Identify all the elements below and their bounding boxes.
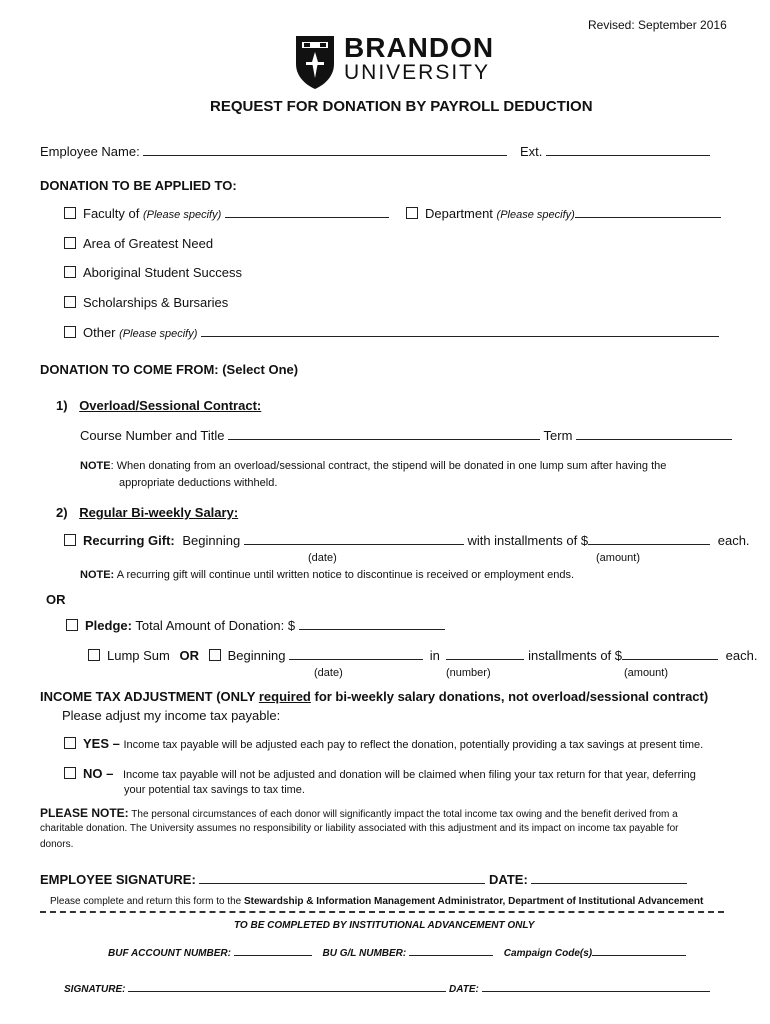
tax-no-option xyxy=(64,766,696,781)
return-instructions xyxy=(50,896,703,907)
office-accounts-row xyxy=(108,944,686,959)
please-note xyxy=(40,806,678,820)
other-field[interactable] xyxy=(201,325,719,337)
tax-yes-checkbox[interactable] xyxy=(64,737,76,749)
pledge-checkbox[interactable] xyxy=(66,619,78,631)
recurring-installments-label: with installments of $ xyxy=(467,533,589,548)
overload-note xyxy=(80,460,666,472)
form-title: REQUEST FOR DONATION BY PAYROLL DEDUCTION xyxy=(210,98,593,115)
cut-line xyxy=(40,911,724,913)
faculty-label: Faculty of xyxy=(83,206,140,221)
pledge-amount-field[interactable] xyxy=(299,618,445,630)
course-label: Course Number and Title xyxy=(80,428,225,443)
or-divider: OR xyxy=(46,592,66,607)
other-option xyxy=(64,325,719,340)
faculty-option xyxy=(64,206,389,221)
revised-date: Revised: September 2016 xyxy=(588,18,727,32)
recurring-amount-field[interactable] xyxy=(588,533,710,545)
logo-university: UNIVERSITY xyxy=(344,61,491,84)
campaign-label: Campaign Code(s) xyxy=(503,948,593,959)
tax-heading-a: INCOME TAX ADJUSTMENT (ONLY xyxy=(40,689,259,704)
course-row xyxy=(80,428,732,443)
tax-no-text: Income tax payable will not be adjusted and donation will be claimed when filing your tax return for that year, deferring xyxy=(122,769,696,781)
greatest-need-checkbox[interactable] xyxy=(64,237,76,249)
ext-row xyxy=(520,144,710,159)
overload-note-text: : When donating from an overload/sessional contract, the stipend will be donated in one lump sum after having the xyxy=(110,460,667,472)
other-specify: (Please specify) xyxy=(119,328,198,340)
overload-number: 1) xyxy=(56,398,68,413)
salary-title: Regular Bi-weekly Salary: xyxy=(79,505,239,520)
campaign-field[interactable] xyxy=(592,944,686,956)
recurring-date-field[interactable] xyxy=(244,533,464,545)
office-heading: TO BE COMPLETED BY INSTITUTIONAL ADVANCEMENT ONLY xyxy=(234,920,535,931)
tax-no-checkbox[interactable] xyxy=(64,767,76,779)
buf-label: BUF ACCOUNT NUMBER: xyxy=(108,948,231,959)
greatest-need-option xyxy=(64,236,213,251)
faculty-field[interactable] xyxy=(225,206,389,218)
overload-title: Overload/Sessional Contract: xyxy=(79,398,262,413)
term-field[interactable] xyxy=(576,428,732,440)
bugl-field[interactable] xyxy=(409,944,493,956)
lump-sum-label: Lump Sum xyxy=(107,648,170,663)
pledge-number-field[interactable] xyxy=(446,648,524,660)
pledge-installment-amount-field[interactable] xyxy=(622,648,718,660)
recurring-checkbox[interactable] xyxy=(64,534,76,546)
pledge-each: each. xyxy=(725,648,758,663)
recurring-note-text: A recurring gift will continue until written notice to discontinue is received or employment ends. xyxy=(116,569,575,581)
tax-yes-text: Income tax payable will be adjusted each pay to reflect the donation, potentially providing a tax savings at present time. xyxy=(123,739,704,751)
employee-signature-row xyxy=(40,872,687,887)
installment-checkbox[interactable] xyxy=(209,649,221,661)
pledge-label: Pledge: xyxy=(85,618,132,633)
pledge-in: in xyxy=(429,648,440,663)
please-note-text1: The personal circumstances of each donor will significantly impact the total income tax owing and the benefit derived from a xyxy=(128,809,678,820)
overload-heading xyxy=(56,398,261,413)
course-field[interactable] xyxy=(228,428,540,440)
ext-label: Ext. xyxy=(520,144,543,159)
lump-sum-checkbox[interactable] xyxy=(88,649,100,661)
employee-signature-field[interactable] xyxy=(199,872,485,884)
recurring-beginning: Beginning xyxy=(182,533,241,548)
faculty-checkbox[interactable] xyxy=(64,207,76,219)
pledge-date-field[interactable] xyxy=(289,648,423,660)
employee-name-row xyxy=(40,144,507,159)
aboriginal-checkbox[interactable] xyxy=(64,266,76,278)
signature-date-label: DATE: xyxy=(489,872,528,887)
tax-subheading: Please adjust my income tax payable: xyxy=(62,708,281,723)
employee-name-label: Employee Name: xyxy=(40,144,140,159)
employee-signature-label: EMPLOYEE SIGNATURE: xyxy=(40,872,196,887)
office-date-field[interactable] xyxy=(482,980,710,992)
installment-beginning: Beginning xyxy=(227,648,286,663)
department-specify: (Please specify) xyxy=(496,209,575,221)
tax-heading-required: required xyxy=(258,689,311,704)
tax-yes-label: YES – xyxy=(83,736,120,751)
salary-number: 2) xyxy=(56,505,68,520)
overload-note-cont: appropriate deductions withheld. xyxy=(119,477,278,489)
bugl-label: BU G/L NUMBER: xyxy=(322,948,407,959)
office-date-label: DATE: xyxy=(449,984,479,995)
office-signature-field[interactable] xyxy=(128,980,446,992)
pledge-row xyxy=(66,618,445,633)
logo-brandon: BRANDON xyxy=(344,32,495,63)
lump-sum-row xyxy=(88,648,757,663)
other-checkbox[interactable] xyxy=(64,326,76,338)
buf-field[interactable] xyxy=(234,944,312,956)
recurring-date-caption: (date) xyxy=(308,552,337,564)
office-signature-row xyxy=(64,980,710,995)
term-label: Term xyxy=(543,428,573,443)
department-label: Department xyxy=(425,206,493,221)
university-logo xyxy=(294,34,504,90)
recurring-note xyxy=(80,569,574,581)
pledge-installments-label: installments of $ xyxy=(528,648,623,663)
recurring-label: Recurring Gift: xyxy=(83,533,175,548)
scholarships-label: Scholarships & Bursaries xyxy=(83,295,229,310)
department-option xyxy=(406,206,721,221)
other-label: Other xyxy=(83,325,116,340)
aboriginal-option xyxy=(64,265,242,280)
pledge-number-caption: (number) xyxy=(446,667,491,679)
recurring-note-label: NOTE: xyxy=(80,569,115,581)
return-text: Please complete and return this form to the xyxy=(50,896,244,907)
pledge-date-caption: (date) xyxy=(314,667,343,679)
source-heading: DONATION TO COME FROM: (Select One) xyxy=(40,362,299,377)
recurring-row xyxy=(64,533,750,548)
ext-field[interactable] xyxy=(546,144,710,156)
tax-heading-b: for bi-weekly salary donations, not overload/sessional contract) xyxy=(310,689,709,704)
recurring-each: each. xyxy=(717,533,750,548)
pledge-text: Total Amount of Donation: $ xyxy=(135,618,296,633)
please-note-text2: charitable donation. The University assumes no responsibility or liability associated with this adjustment and its impact on income tax payable for xyxy=(40,823,679,834)
faculty-specify: (Please specify) xyxy=(142,209,222,221)
department-checkbox[interactable] xyxy=(406,207,418,219)
scholarships-option xyxy=(64,295,228,310)
greatest-need-label: Area of Greatest Need xyxy=(83,236,214,251)
tax-no-text-cont: your potential tax savings to tax time. xyxy=(124,784,305,796)
return-recipient: Stewardship & Information Management Administrator, Department of Institutional Advancement xyxy=(244,896,704,907)
office-signature-label: SIGNATURE: xyxy=(64,984,126,995)
tax-yes-option xyxy=(64,736,703,751)
recurring-amount-caption: (amount) xyxy=(596,552,641,564)
department-field[interactable] xyxy=(575,206,721,218)
applied-heading: DONATION TO BE APPLIED TO: xyxy=(40,178,237,193)
pledge-amount-caption: (amount) xyxy=(624,667,669,679)
scholarships-checkbox[interactable] xyxy=(64,296,76,308)
tax-heading xyxy=(40,689,708,704)
salary-heading xyxy=(56,505,238,520)
shield-icon xyxy=(294,34,336,90)
aboriginal-label: Aboriginal Student Success xyxy=(83,265,242,280)
overload-note-label: NOTE xyxy=(80,460,111,472)
lump-or: OR xyxy=(179,648,199,663)
tax-no-label: NO – xyxy=(83,766,114,781)
please-note-text3: donors. xyxy=(40,839,74,850)
employee-name-field[interactable] xyxy=(143,144,507,156)
please-note-label: PLEASE NOTE: xyxy=(40,806,129,820)
signature-date-field[interactable] xyxy=(531,872,687,884)
